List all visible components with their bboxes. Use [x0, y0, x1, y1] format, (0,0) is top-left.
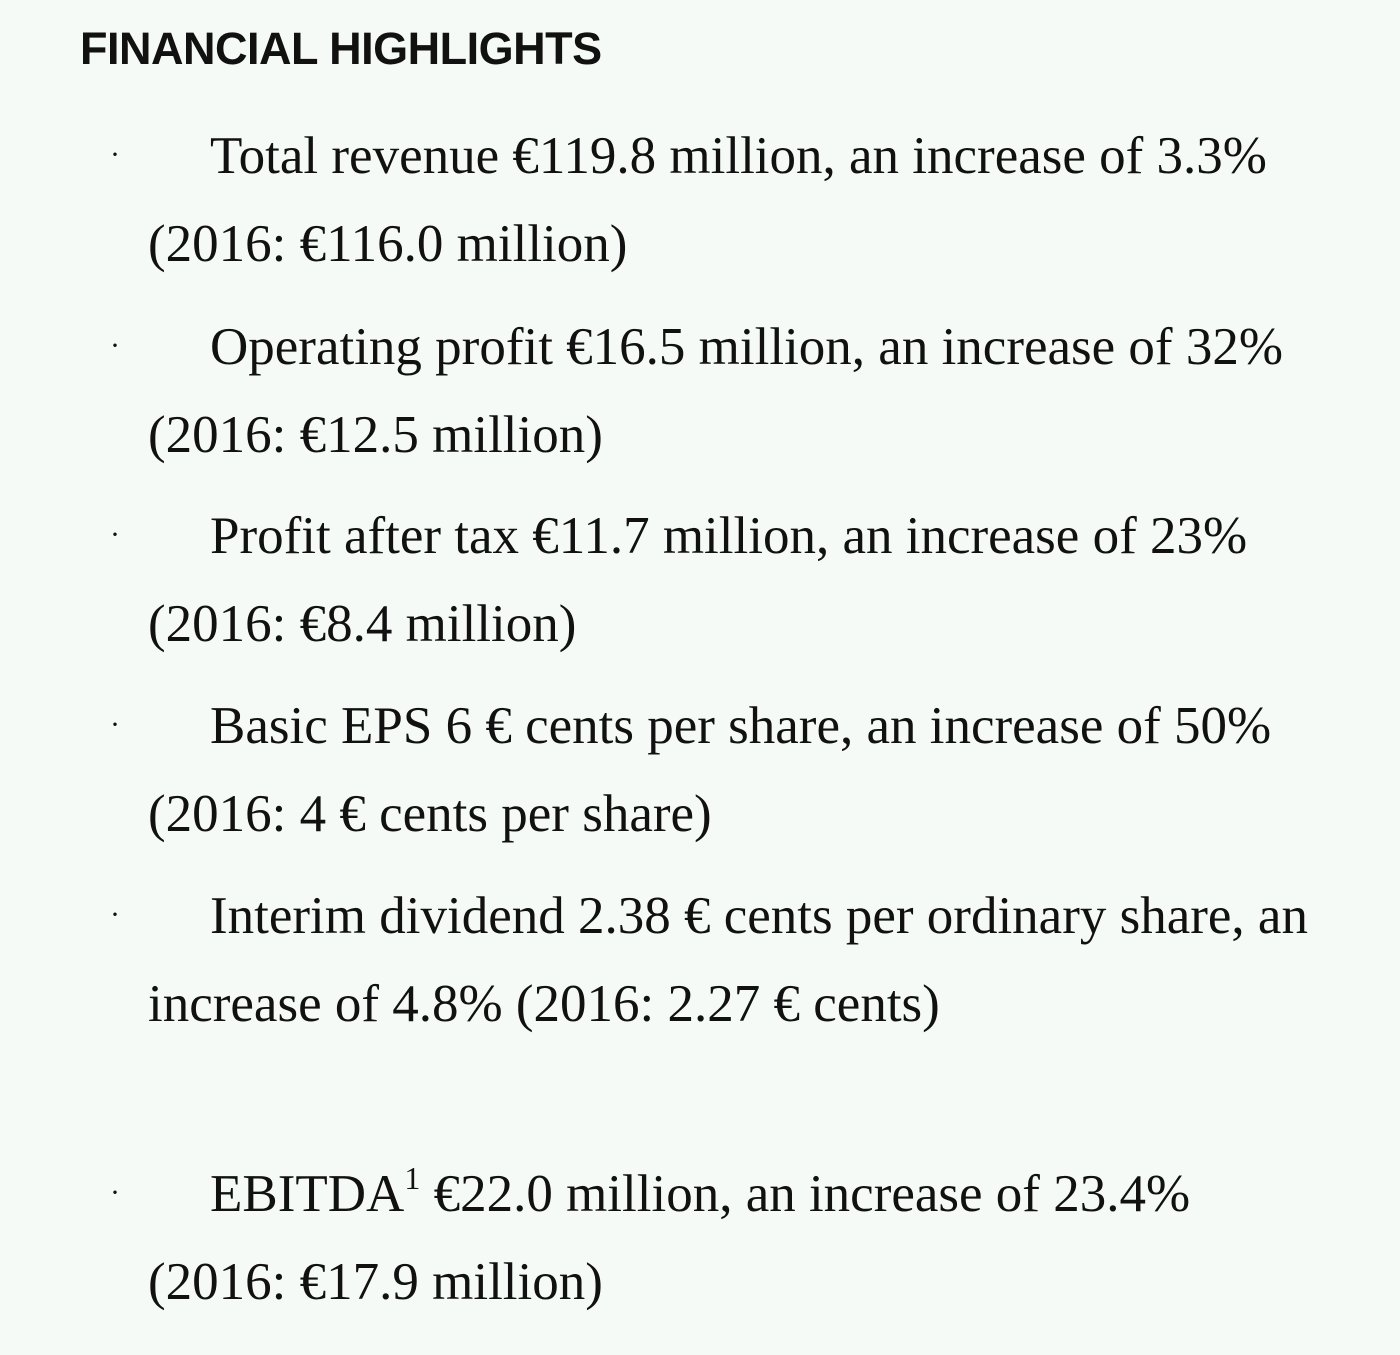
item-text: Operating profit €16.5 million, an increase of 32% (2016: €12.5 million)	[148, 318, 1283, 464]
ebitda-label: EBITDA	[210, 1165, 405, 1223]
item-text: Total revenue €119.8 million, an increase of 3.3% (2016: €116.0 million)	[148, 127, 1267, 273]
section-heading: FINANCIAL HIGHLIGHTS	[80, 23, 602, 74]
item-text	[148, 1150, 1328, 1326]
bullet-icon: ·	[110, 898, 120, 931]
bullet-icon: ·	[110, 518, 120, 551]
bullet-icon: ·	[110, 1176, 120, 1209]
ebitda-text: €22.0 million, an increase of 23.4% (2016: €17.9 million)	[148, 1165, 1191, 1311]
item-text: Interim dividend 2.38 € cents per ordinary share, an increase of 4.8% (2016: 2.27 € cents)	[148, 887, 1308, 1033]
bullet-icon: ·	[110, 708, 120, 741]
item-text: Basic EPS 6 € cents per share, an increase of 50% (2016: 4 € cents per share)	[148, 697, 1272, 843]
footnote-marker: 1	[404, 1160, 421, 1196]
bullet-icon: ·	[110, 138, 120, 171]
bullet-icon: ·	[110, 329, 120, 362]
item-text: Profit after tax €11.7 million, an increase of 23% (2016: €8.4 million)	[148, 507, 1248, 653]
